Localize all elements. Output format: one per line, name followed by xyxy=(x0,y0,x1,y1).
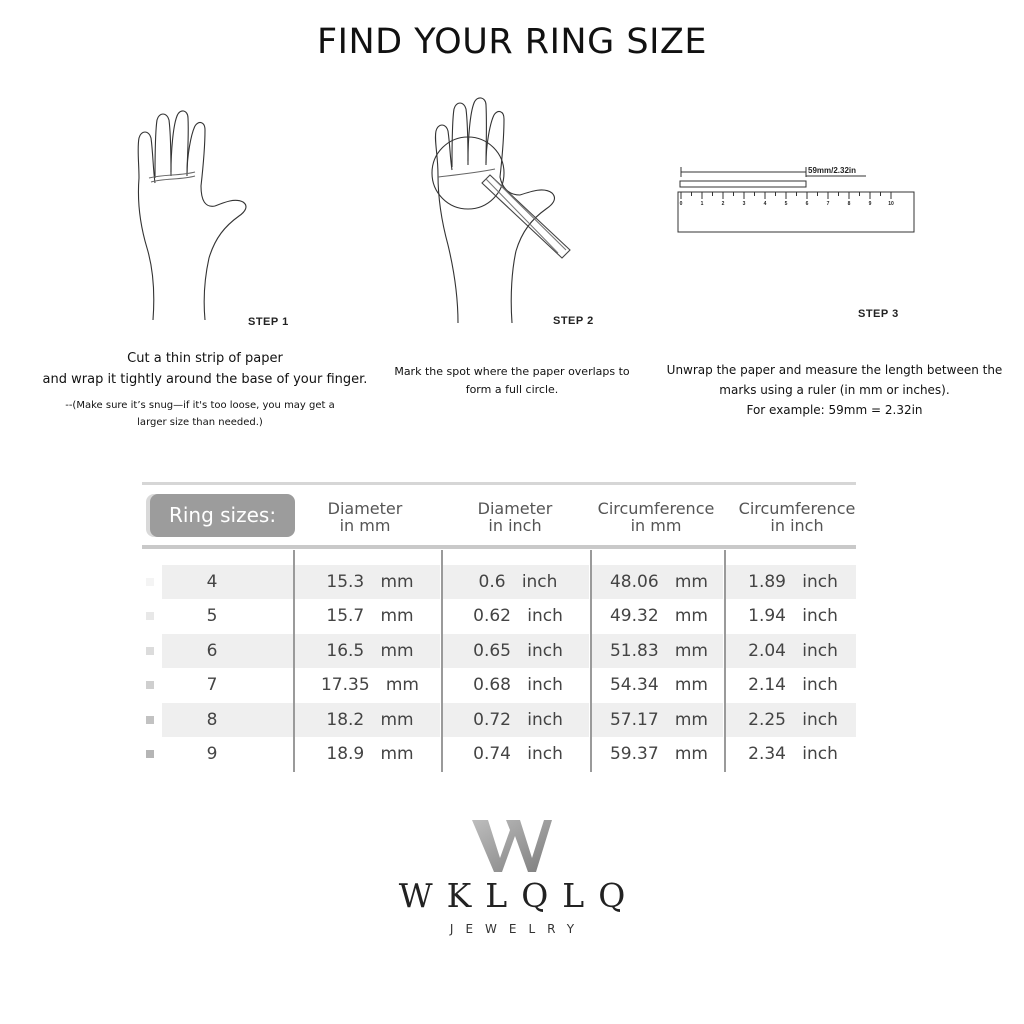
cell-value: 51.83 xyxy=(609,641,659,661)
step1-hand-illustration xyxy=(125,108,295,323)
row-bullet-icon xyxy=(146,578,154,586)
table-cell-circ-mm xyxy=(594,703,724,737)
table-cell-circ-in xyxy=(728,703,858,737)
col-header-circumference-mm xyxy=(586,500,726,534)
ruler-tick-label: 0 xyxy=(679,201,683,207)
cell-value: 1.94 xyxy=(748,606,786,626)
cell-unit: mm xyxy=(380,572,414,592)
cell-value: 7 xyxy=(206,675,218,695)
cell-value: 16.5 xyxy=(326,641,365,661)
cell-value: 2.25 xyxy=(748,710,786,730)
col-header-line: Diameter xyxy=(327,499,403,518)
cell-value: 5 xyxy=(206,606,218,626)
step1-line-2: and wrap it tightly around the base of your finger. xyxy=(42,372,368,387)
ruler-tick-label: 4 xyxy=(763,201,767,207)
step1-description xyxy=(20,348,390,390)
col-header-line: Circumference xyxy=(597,499,715,518)
table-cell-dia-in xyxy=(448,668,588,702)
cell-value: 18.2 xyxy=(326,710,365,730)
col-header-line: Diameter xyxy=(477,499,553,518)
step1-note xyxy=(20,397,380,431)
cell-value: 2.34 xyxy=(748,744,786,764)
cell-value: 0.6 xyxy=(478,572,506,592)
table-cell-dia-mm xyxy=(300,668,440,702)
col-header-line: in mm xyxy=(630,516,682,535)
table-header-rule xyxy=(142,545,856,549)
table-cell-circ-in xyxy=(728,599,858,633)
cell-unit: mm xyxy=(385,675,419,695)
ruler-tick-label: 1 xyxy=(700,201,704,207)
table-cell-circ-mm xyxy=(594,565,724,599)
table-cell-dia-mm xyxy=(300,599,440,633)
cell-value: 0.72 xyxy=(473,710,511,730)
cell-value: 59.37 xyxy=(609,744,659,764)
step1-label: STEP 1 xyxy=(248,316,289,328)
table-cell-dia-in xyxy=(448,737,588,771)
col-header-line: in mm xyxy=(339,516,391,535)
cell-unit: mm xyxy=(380,641,414,661)
table-cell-dia-in xyxy=(448,703,588,737)
ruler-tick-label: 2 xyxy=(721,201,725,207)
step1-note-line-2: larger size than needed.) xyxy=(137,417,263,428)
step2-line-2: form a full circle. xyxy=(465,383,559,396)
table-top-rule xyxy=(142,482,856,485)
ruler-tick-label: 8 xyxy=(847,201,851,207)
table-cell-dia-in xyxy=(448,634,588,668)
cell-value: 2.14 xyxy=(748,675,786,695)
ruler-tick-label: 3 xyxy=(742,201,746,207)
step3-line-1: Unwrap the paper and measure the length between the xyxy=(666,363,1003,377)
table-cell-dia-in xyxy=(448,565,588,599)
cell-unit: inch xyxy=(527,641,563,661)
row-bullet-icon xyxy=(146,716,154,724)
cell-value: 0.74 xyxy=(473,744,511,764)
table-cell-size xyxy=(162,668,262,702)
cell-unit: inch xyxy=(802,606,838,626)
cell-unit: inch xyxy=(527,606,563,626)
table-cell-circ-mm xyxy=(594,599,724,633)
step2-description xyxy=(382,363,642,399)
table-cell-circ-in xyxy=(728,634,858,668)
ruler-tick-label: 7 xyxy=(826,201,830,207)
ruler-tick-label: 6 xyxy=(805,201,809,207)
cell-unit: inch xyxy=(527,744,563,764)
cell-unit: inch xyxy=(527,710,563,730)
ring-sizes-header: Ring sizes: xyxy=(150,494,295,537)
table-cell-dia-mm xyxy=(300,565,440,599)
cell-value: 49.32 xyxy=(609,606,659,626)
col-header-line: Circumference xyxy=(738,499,856,518)
cell-value: 54.34 xyxy=(609,675,659,695)
col-header-circumference-inch xyxy=(727,500,867,534)
col-header-diameter-inch xyxy=(450,500,580,534)
step3-description xyxy=(652,360,1017,420)
cell-value: 0.62 xyxy=(473,606,511,626)
table-row xyxy=(142,703,856,737)
cell-value: 15.7 xyxy=(326,606,365,626)
table-cell-dia-in xyxy=(448,599,588,633)
cell-value: 0.68 xyxy=(473,675,511,695)
cell-unit: mm xyxy=(380,744,414,764)
cell-value: 18.9 xyxy=(326,744,365,764)
cell-unit: mm xyxy=(674,710,708,730)
cell-unit: mm xyxy=(674,606,708,626)
table-row xyxy=(142,634,856,668)
table-cell-size xyxy=(162,565,262,599)
step2-label: STEP 2 xyxy=(553,315,594,327)
cell-value: 48.06 xyxy=(609,572,659,592)
page-title: FIND YOUR RING SIZE xyxy=(317,22,707,62)
step3-label: STEP 3 xyxy=(858,308,899,320)
step2-hand-illustration xyxy=(420,95,580,325)
cell-unit: mm xyxy=(380,606,414,626)
table-cell-dia-mm xyxy=(300,703,440,737)
cell-value: 57.17 xyxy=(609,710,659,730)
cell-value: 15.3 xyxy=(326,572,365,592)
table-row xyxy=(142,599,856,633)
cell-value: 0.65 xyxy=(473,641,511,661)
table-row xyxy=(142,668,856,702)
cell-unit: mm xyxy=(674,572,708,592)
cell-unit: inch xyxy=(521,572,558,592)
cell-value: 1.89 xyxy=(748,572,786,592)
brand-monogram-icon xyxy=(470,816,554,874)
brand-name: WKLQLQ xyxy=(398,876,640,915)
cell-value: 6 xyxy=(206,641,218,661)
table-cell-circ-mm xyxy=(594,668,724,702)
step2-line-1: Mark the spot where the paper overlaps to xyxy=(394,365,630,378)
col-header-diameter-mm xyxy=(300,500,430,534)
step1-note-line-1: --(Make sure it’s snug—if it's too loose, you may get a xyxy=(65,400,335,411)
table-cell-circ-mm xyxy=(594,737,724,771)
cell-unit: inch xyxy=(802,675,838,695)
ruler-measure-label: 59mm/2.32in xyxy=(808,166,857,175)
row-bullet-icon xyxy=(146,647,154,655)
cell-unit: inch xyxy=(802,641,838,661)
table-row xyxy=(142,737,856,771)
cell-unit: mm xyxy=(674,641,708,661)
ring-size-table xyxy=(142,478,856,778)
table-cell-dia-mm xyxy=(300,634,440,668)
col-header-line: in inch xyxy=(488,516,542,535)
table-cell-size xyxy=(162,737,262,771)
cell-value: 8 xyxy=(206,710,218,730)
table-cell-size xyxy=(162,703,262,737)
cell-unit: inch xyxy=(802,572,838,592)
cell-value: 9 xyxy=(206,744,218,764)
table-cell-circ-in xyxy=(728,565,858,599)
table-cell-size xyxy=(162,599,262,633)
cell-unit: inch xyxy=(802,744,838,764)
cell-unit: inch xyxy=(802,710,838,730)
ruler-tick-label: 10 xyxy=(888,201,894,207)
table-cell-size xyxy=(162,634,262,668)
ruler-tick-label: 9 xyxy=(868,201,872,207)
step3-ruler-illustration xyxy=(676,162,916,237)
step1-line-1: Cut a thin strip of paper xyxy=(127,351,283,366)
ruler-tick-label: 5 xyxy=(784,201,788,207)
step3-line-2: marks using a ruler (in mm or inches). xyxy=(719,383,950,397)
row-bullet-icon xyxy=(146,681,154,689)
table-cell-dia-mm xyxy=(300,737,440,771)
table-cell-circ-mm xyxy=(594,634,724,668)
col-header-line: in inch xyxy=(770,516,824,535)
cell-unit: mm xyxy=(674,675,708,695)
step3-line-3: For example: 59mm = 2.32in xyxy=(746,403,923,417)
cell-unit: mm xyxy=(674,744,708,764)
cell-unit: inch xyxy=(527,675,563,695)
row-bullet-icon xyxy=(146,612,154,620)
cell-unit: mm xyxy=(380,710,414,730)
cell-value: 2.04 xyxy=(748,641,786,661)
cell-value: 17.35 xyxy=(320,675,370,695)
brand-tagline: JEWELRY xyxy=(449,922,587,936)
cell-value: 4 xyxy=(206,572,218,592)
table-cell-circ-in xyxy=(728,668,858,702)
row-bullet-icon xyxy=(146,750,154,758)
table-cell-circ-in xyxy=(728,737,858,771)
table-row xyxy=(142,565,856,599)
